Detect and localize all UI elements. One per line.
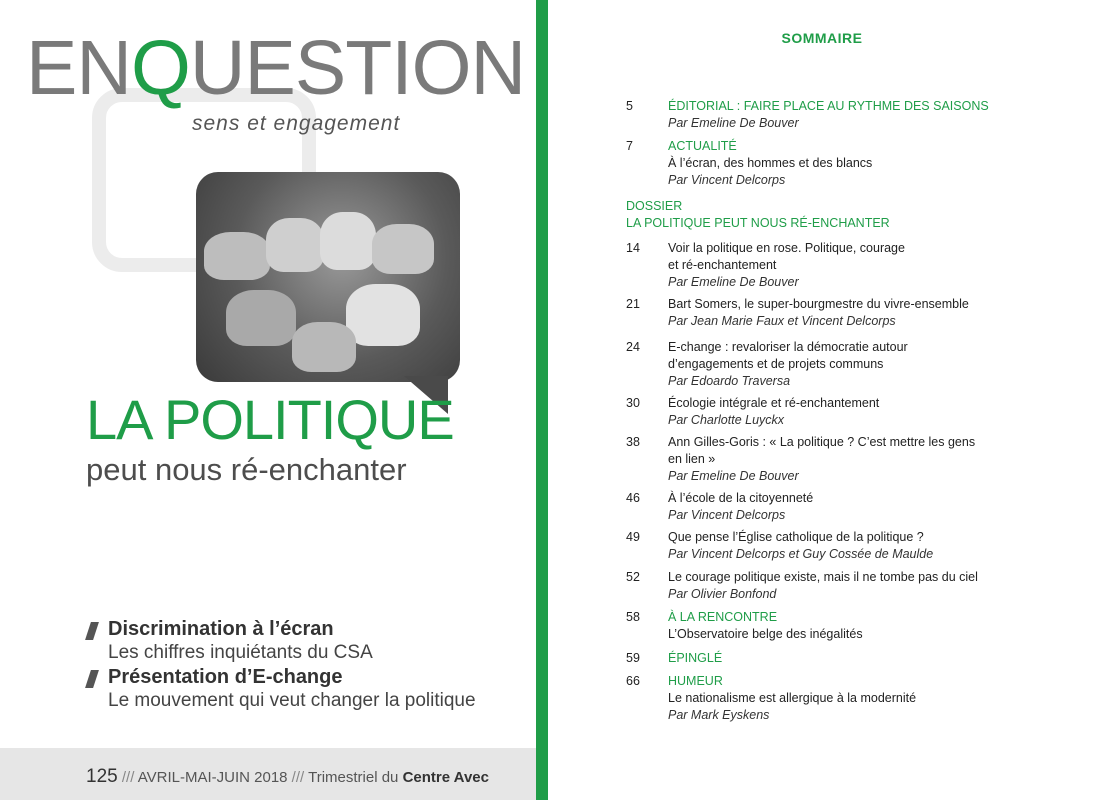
teaser-subtitle: Les chiffres inquiétants du CSA	[108, 642, 373, 663]
slash-bullet-icon	[85, 622, 99, 640]
toc-entry-body	[668, 569, 1048, 603]
toc-page-number: 58	[626, 610, 640, 624]
toc-article-title: Que pense l’Église catholique de la politique ?	[668, 530, 924, 544]
magazine-tagline: sens et engagement	[192, 112, 401, 135]
toc-author: Par Vincent Delcorps et Guy Cossée de Maulde	[668, 547, 934, 561]
fist-shape	[204, 232, 270, 280]
toc-page-number: 5	[626, 99, 633, 113]
teaser-subtitle: Le mouvement qui veut changer la politique	[108, 690, 476, 711]
toc-entry-body	[668, 240, 1048, 291]
toc-article-title: Écologie intégrale et ré-enchantement	[668, 396, 880, 410]
toc-article-title-line2: en lien »	[668, 452, 716, 466]
toc-entry-body	[668, 98, 1048, 132]
dossier-title: LA POLITIQUE PEUT NOUS RÉ-ENCHANTER	[626, 216, 890, 230]
toc-article-title: À l’école de la citoyenneté	[668, 491, 814, 505]
toc-article-title: Le nationalisme est allergique à la modernité	[668, 691, 917, 705]
toc-page-number: 59	[626, 651, 640, 665]
issue-period: AVRIL-MAI-JUIN 2018	[137, 769, 288, 786]
toc-article-title: À l’écran, des hommes et des blancs	[668, 156, 873, 170]
page-divider-bar	[536, 0, 548, 800]
periodicity: Trimestriel du	[308, 769, 399, 786]
toc-entry-body	[668, 296, 1048, 330]
teaser-title: Présentation d’E-change	[108, 666, 343, 688]
toc-author: Par Edoardo Traversa	[668, 374, 791, 388]
fist-shape	[226, 290, 296, 346]
toc-entry-body	[668, 673, 1048, 724]
toc-section-title: ÉDITORIAL : FAIRE PLACE AU RYTHME DES SAISONS	[668, 99, 989, 113]
title-part-uestion: UESTION	[189, 25, 526, 111]
fist-shape	[266, 218, 324, 272]
toc-entry-body	[668, 529, 1048, 563]
footer-separator: ///	[121, 769, 135, 786]
toc-page-number: 14	[626, 241, 640, 255]
toc-entry-body	[668, 490, 1048, 524]
toc-author: Par Vincent Delcorps	[668, 508, 786, 522]
toc-entry-body	[668, 339, 1048, 390]
toc-page-number: 52	[626, 570, 640, 584]
toc-author: Par Olivier Bonfond	[668, 587, 777, 601]
toc-page-number: 7	[626, 139, 633, 153]
toc-article-title: Le courage politique existe, mais il ne tombe pas du ciel	[668, 570, 978, 584]
publisher-name: Centre Avec	[402, 769, 489, 786]
cover-footer-info	[86, 766, 489, 788]
cover-headline: LA POLITIQUE	[86, 388, 454, 451]
toc-article-title-line2: d’engagements et de projets communs	[668, 357, 884, 371]
toc-page-number: 38	[626, 435, 640, 449]
toc-entry-body	[668, 650, 1048, 667]
fist-shape	[292, 322, 356, 372]
toc-author: Par Emeline De Bouver	[668, 275, 799, 289]
title-letter-q: Q	[130, 25, 190, 111]
issue-number: 125	[86, 766, 118, 787]
toc-article-title: Ann Gilles-Goris : « La politique ? C’est mettre les gens	[668, 435, 976, 449]
toc-author: Par Emeline De Bouver	[668, 469, 799, 483]
toc-page-number: 49	[626, 530, 640, 544]
toc-article-title-line2: et ré-enchantement	[668, 258, 777, 272]
toc-article-title: Bart Somers, le super-bourgmestre du vivre-ensemble	[668, 297, 969, 311]
toc-author: Par Charlotte Luyckx	[668, 413, 785, 427]
toc-author: Par Mark Eyskens	[668, 708, 770, 722]
fist-shape	[320, 212, 376, 270]
fist-shape	[346, 284, 420, 346]
title-part-en: EN	[26, 25, 131, 111]
toc-article-title: E-change : revaloriser la démocratie autour	[668, 340, 908, 354]
footer-separator: ///	[291, 769, 305, 786]
toc-entry-body	[668, 609, 1048, 643]
toc-page-number: 24	[626, 340, 640, 354]
magazine-title	[26, 25, 526, 111]
toc-section-title: À LA RENCONTRE	[668, 610, 778, 624]
cover-subheadline: peut nous ré-enchanter	[86, 452, 407, 487]
toc-dossier-block	[626, 198, 890, 232]
slash-bullet-icon	[85, 670, 99, 688]
magazine-cover	[0, 0, 536, 800]
table-of-contents-page	[548, 0, 1096, 800]
toc-section-title: ÉPINGLÉ	[668, 651, 723, 665]
dossier-label: DOSSIER	[626, 199, 683, 213]
toc-author: Par Vincent Delcorps	[668, 173, 786, 187]
toc-entry-body	[668, 434, 1048, 485]
toc-article-title: L’Observatoire belge des inégalités	[668, 627, 863, 641]
toc-author: Par Jean Marie Faux et Vincent Delcorps	[668, 314, 896, 328]
cover-photo-fist-bump	[196, 172, 460, 382]
toc-page-number: 46	[626, 491, 640, 505]
toc-page-number: 66	[626, 674, 640, 688]
toc-page-number: 21	[626, 297, 640, 311]
toc-author: Par Emeline De Bouver	[668, 116, 799, 130]
teaser-title: Discrimination à l’écran	[108, 618, 334, 640]
toc-page-number: 30	[626, 396, 640, 410]
toc-entry-body	[668, 395, 1048, 429]
toc-section-title: ACTUALITÉ	[668, 139, 737, 153]
toc-article-title: Voir la politique en rose. Politique, courage	[668, 241, 905, 255]
fist-shape	[372, 224, 434, 274]
toc-entry-body	[668, 138, 1048, 189]
toc-section-title: HUMEUR	[668, 674, 723, 688]
toc-heading: SOMMAIRE	[781, 30, 863, 46]
